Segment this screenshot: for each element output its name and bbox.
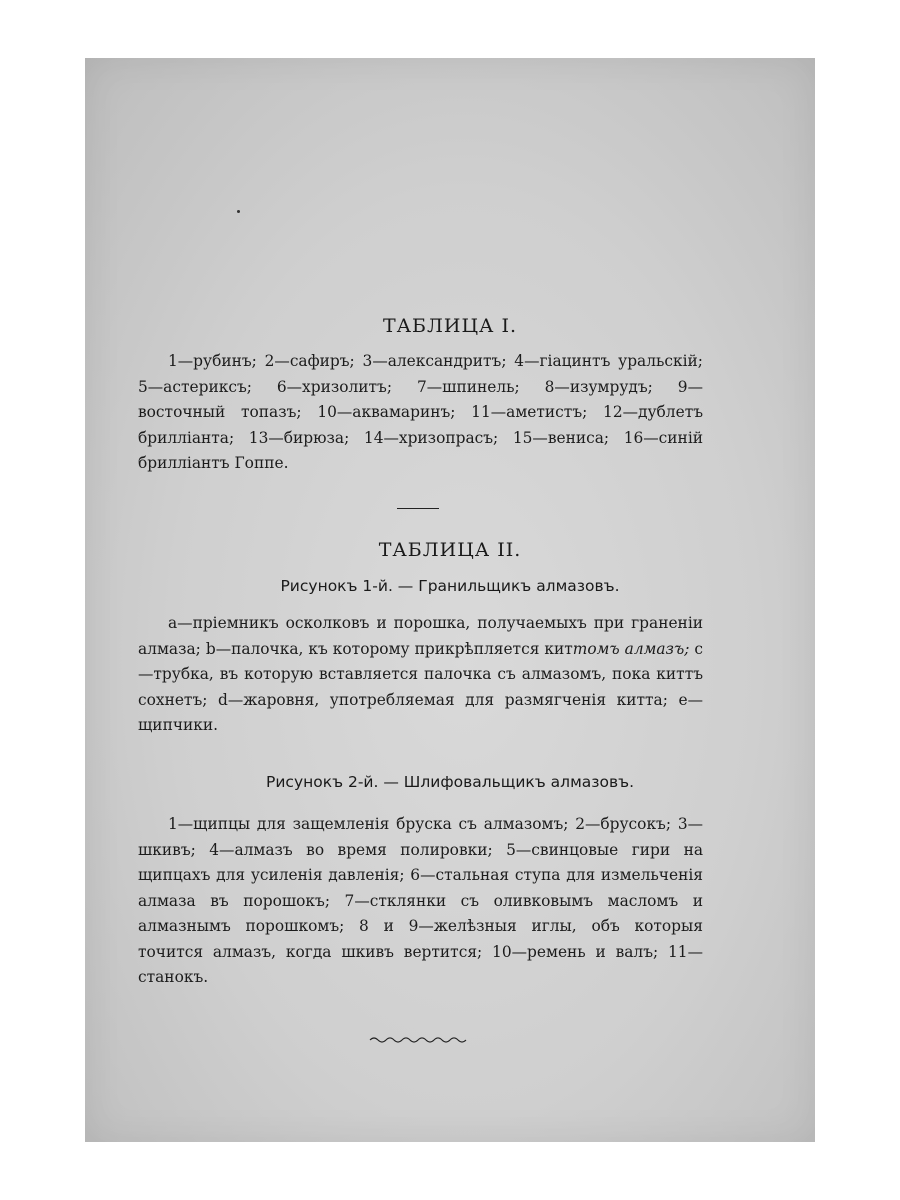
table-1-title: ТАБЛИЦА I. — [383, 315, 517, 337]
table-1-text: 1—рубинъ; 2—сафиръ; 3—александритъ; 4—гіацинтъ уральскій; 5—астериксъ; 6—хризолитъ; 7—шпинель; 8—изумрудъ; 9—восточный топазъ; 10—аквамаринъ; 11—аметистъ; 12—дублетъ брилліанта; 13—бирюза; 14—хризопрасъ; 15—вениса; 16—синій брилліантъ Гоппе. — [138, 352, 703, 472]
print-speck — [237, 210, 240, 213]
section-divider — [397, 508, 439, 509]
figure-1-text-part-b: c—трубка, въ которую вставляется палочка съ алмазомъ, пока киттъ сохнетъ; d—жаровня, употребляемая для размягченія китта; e—щипчики. — [138, 639, 703, 734]
figure-1-caption: Рисунокъ 1-й. — Гранильщикъ алмазовъ. — [280, 577, 620, 595]
figure-2-caption: Рисунокъ 2-й. — Шлифовальщикъ алмазовъ. — [266, 773, 634, 791]
book-page — [85, 58, 815, 1142]
figure-2-text: 1—щипцы для защемленія бруска съ алмазомъ; 2—брусокъ; 3—шкивъ; 4—алмазъ во время полировки; 5—свинцовые гири на щипцахъ для усиленія давленія; 6—стальная ступа для измельченія алмаза въ порошокъ; 7—стклянки съ оливковымъ масломъ и алмазнымъ порошкомъ; 8 и 9—желѣзныя иглы, объ которыя точится алмазъ, когда шкивъ вертится; 10—ремень и валъ; 11—станокъ. — [138, 815, 703, 986]
figure-1-text-part-a: a—пріемникъ осколковъ и порошка, получаемыхъ при граненіи алмаза; b—палочка, къ которому прикрѣпляется кит — [138, 614, 703, 658]
figure-1-text — [138, 611, 703, 739]
figure-1-text-italic: томъ алмазъ; — [572, 639, 690, 658]
end-ornament — [368, 1034, 468, 1046]
table-2-title: ТАБЛИЦА II. — [378, 539, 522, 561]
